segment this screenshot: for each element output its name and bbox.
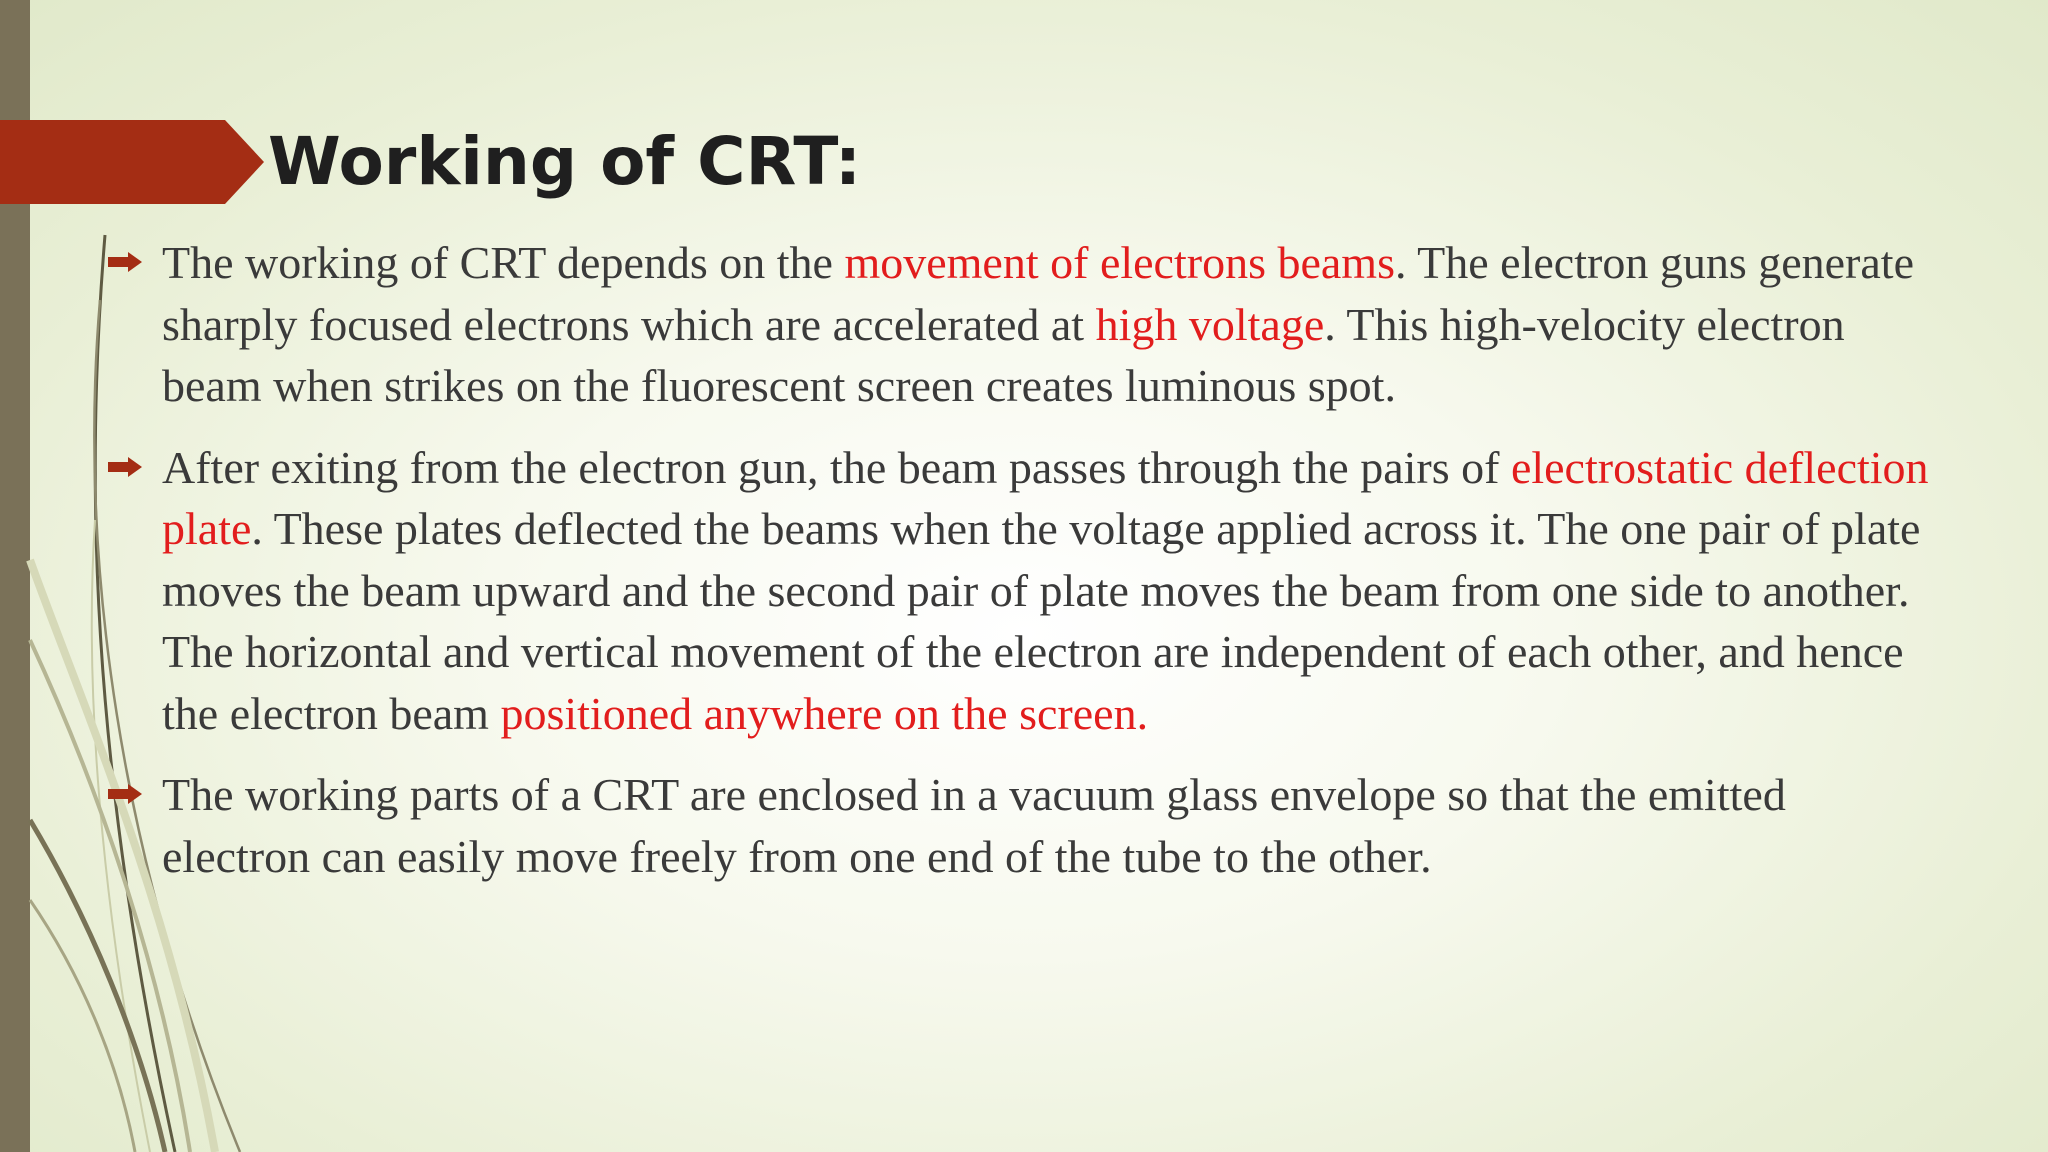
highlighted-text: high voltage (1095, 298, 1325, 350)
bullet-item (108, 437, 1938, 745)
bullet-text: . This high-velocity electron beam when strikes on the fluorescent screen creates luminous spot. (162, 298, 1845, 411)
bullet-item (108, 764, 1938, 887)
bullet-item (108, 232, 1938, 417)
highlighted-text: movement of electrons beams (844, 237, 1395, 288)
highlighted-text: electrostatic deflection plate (162, 441, 1929, 554)
bullet-text: The working of CRT depends on the (162, 237, 845, 288)
bullet-list (108, 232, 1938, 907)
bullet-text: . These plates deflected the beams when the voltage applied across it. The one pair of plate moves the beam upward and the second pair of plate moves the beam from one side to another. The horizontal and vertical movement of the electron are independent of each other, and hence the electron beam (162, 503, 1921, 739)
arrow-right-icon (108, 457, 142, 477)
decor-stem-7 (30, 900, 135, 1152)
arrow-right-icon (108, 252, 142, 272)
arrow-right-icon (108, 784, 142, 804)
slide-title: Working of CRT: (268, 123, 862, 200)
highlighted-text: positioned anywhere on the screen. (500, 687, 1149, 739)
bullet-text: After exiting from the electron gun, the beam passes through the pairs of (162, 441, 1511, 493)
bullet-text: The working parts of a CRT are enclosed in a vacuum glass envelope so that the emitted electron can easily move freely from one end of the tube to the other. (162, 769, 1786, 882)
bullet-text: . The electron guns generate sharply focused electrons which are accelerated at (162, 237, 1914, 350)
title-banner (0, 120, 264, 204)
